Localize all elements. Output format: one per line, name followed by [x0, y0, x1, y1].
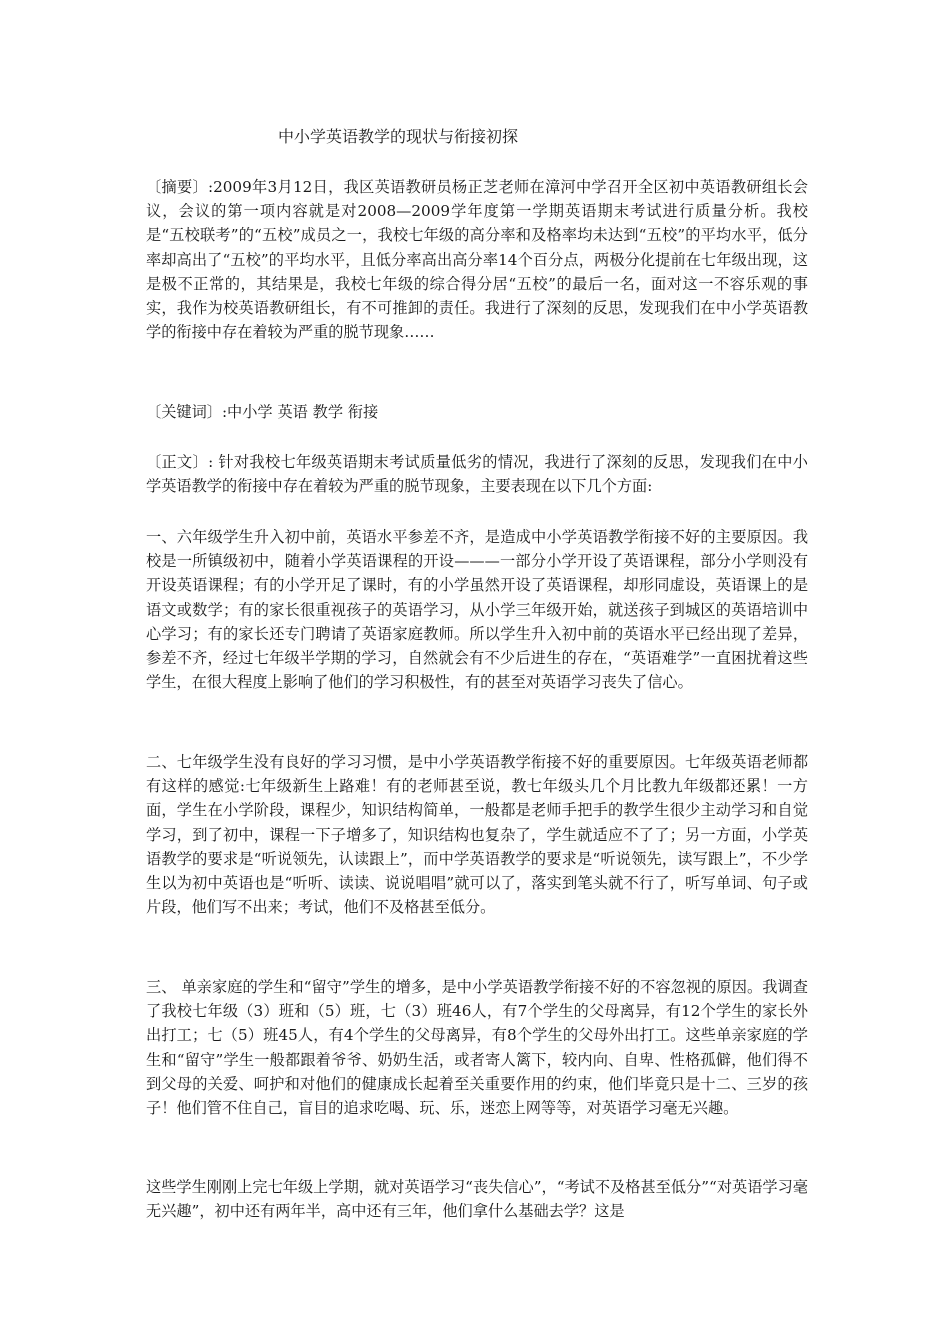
point-three-paragraph: 三、 单亲家庭的学生和“留守”学生的增多，是中小学英语教学衔接不好的不容忽视的原因。我调查了我校七年级（3）班和（5）班，七（3）班46人，有7个学生的父母离异，有12个学生的家长外出打工；七（5）班45人，有4个学生的父母离异，有8个学生的父母外出打工。这些单亲家庭的学生和“留守”学生一般都跟着爷爷、奶奶生活，或者寄人篱下，较内向、自卑、性格孤僻，他们得不到父母的关爱、呵护和对他们的健康成长起着至关重要作用的约束，他们毕竟只是十二、三岁的孩子！他们管不住自己，盲目的追求吃喝、玩、乐，迷恋上网等等，对英语学习毫无兴趣。 — [146, 978, 808, 1118]
point-two-paragraph: 二、七年级学生没有良好的学习习惯，是中小学英语教学衔接不好的重要原因。七年级英语老师都有这样的感觉:七年级新生上路难！有的老师甚至说，教七年级头几个月比教九年级都还累！一方面，学生在小学阶段，课程少，知识结构简单，一般都是老师手把手的教学生很少主动学习和自觉学习，到了初中，课程一下子增多了，知识结构也复杂了，学生就适应不了了；另一方面，小学英语教学的要求是“听说领先，认读跟上”，而中学英语教学的要求是“听说领先，读写跟上”，不少学生以为初中英语也是“听听、读读、说说唱唱”就可以了，落实到笔头就不行了，听写单词、句子或片段，他们写不出来；考试，他们不及格甚至低分。 — [146, 753, 808, 917]
body-intro-paragraph: 〔正文〕: 针对我校七年级英语期末考试质量低劣的情况，我进行了深刻的反思，发现我们在中小学英语教学的衔接中存在着较为严重的脱节现象，主要表现在以下几个方面: — [146, 453, 808, 496]
keywords-paragraph: 〔关键词〕:中小学 英语 教学 衔接 — [146, 403, 379, 421]
final-paragraph: 这些学生刚刚上完七年级上学期，就对英语学习“丧失信心”，“考试不及格甚至低分”“对英语学习毫无兴趣”，初中还有两年半，高中还有三年，他们拿什么基础去学？这是 — [146, 1178, 808, 1221]
point-one-paragraph: 一、六年级学生升入初中前，英语水平参差不齐，是造成中小学英语教学衔接不好的主要原因。我校是一所镇级初中，随着小学英语课程的开设———一部分小学开设了英语课程，部分小学则没有开设英语课程；有的小学开足了课时，有的小学虽然开设了英语课程，却形同虚设，英语课上的是语文或数学；有的家长很重视孩子的英语学习，从小学三年级开始，就送孩子到城区的英语培训中心学习；有的家长还专门聘请了英语家庭教师。所以学生升入初中前的英语水平已经出现了差异，参差不齐，经过七年级半学期的学习，自然就会有不少后进生的存在，“英语难学”一直困扰着这些学生，在很大程度上影响了他们的学习积极性，有的甚至对英语学习丧失了信心。 — [146, 528, 808, 692]
document-title: 中小学英语教学的现状与衔接初探 — [278, 127, 519, 146]
abstract-paragraph: 〔摘要〕:2009年3月12日，我区英语教研员杨正芝老师在漳河中学召开全区初中英语教研组长会议，会议的第一项内容就是对2008—2009学年度第一学期英语期末考试进行质量分析。我校是“五校联考”的“五校”成员之一，我校七年级的高分率和及格率均未达到“五校”的平均水平，低分率却高出了“五校”的平均水平，且低分率高出高分率14个百分点，两极分化提前在七年级出现，这是极不正常的，其结果是，我校七年级的综合得分居“五校”的最后一名，面对这一不容乐观的事实，我作为校英语教研组长，有不可推卸的责任。我进行了深刻的反思，发现我们在中小学英语教学的衔接中存在着较为严重的脱节现象…… — [146, 178, 808, 342]
